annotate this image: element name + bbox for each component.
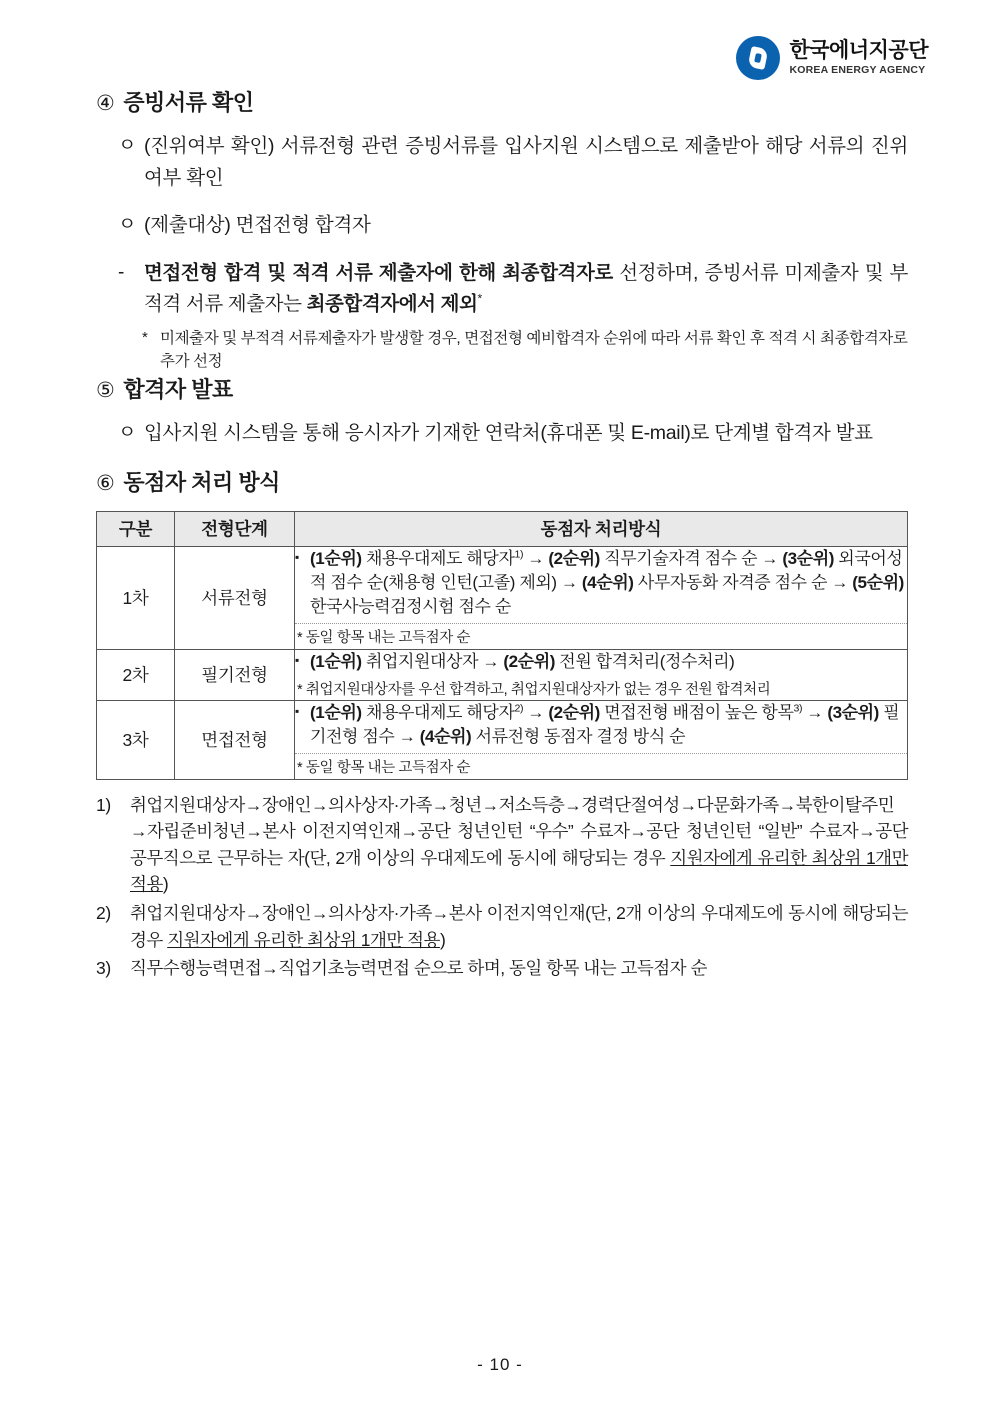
document-content [96,86,908,984]
footnote-number: 1) [96,794,111,815]
section-heading-5 [96,373,908,404]
agency-logo [736,36,928,80]
method-part: 채용우대제도 해당자 [361,703,515,723]
footnote-marker: * [477,291,482,306]
method-line [295,701,907,749]
method-part: → [523,548,549,568]
method-text [310,547,907,619]
method-part: 면접전형 배점이 높은 항목 [599,703,794,723]
energy-agency-mark-icon [736,36,780,80]
footnote-text-pre: 직무수행능력면접→직업기초능력면접 순으로 하며, 동일 항목 내는 고득점자 순 [130,958,707,979]
footnote-text [130,955,908,982]
circle-bullet-icon: ㅇ [118,422,137,444]
table-cell-round: 2차 [97,649,175,700]
logo-text [789,40,928,75]
method-text [310,701,907,749]
list-item-text: (제출대상) 면접전형 합격자 [144,214,371,237]
list-item [96,258,908,321]
rank-label-4: (4순위) [581,573,634,593]
method-part: 채용우대제도 해당자 [361,548,515,568]
list-item [96,210,908,242]
table-header-cell-round: 구분 [97,511,175,546]
section-title-5: 합격자 발표 [123,377,233,403]
emphasis-text-2: 최종합격자에서 제외 [306,293,478,316]
rank-label-3: (3순위) [782,548,834,568]
square-bullet-icon: ▪ [295,652,299,667]
page-number: - 10 - [477,1355,523,1374]
asterisk-icon: * [142,328,148,346]
section-title-6: 동점자 처리 방식 [123,469,280,495]
footnote-text-pre: 취업지원대상자→장애인→의사상자·가족→청년→저소득층→경력단절여성→다문화가족→북한이탈주민→자립준비청년→본사 이전지역인재→공단 청년인턴 “우수” 수료자→공단 청년인턴 “일반” 수료자→공단 공무직으로 근무하는 자(단, 2개 이상의 우대제도에 동시에 해당되는 경우 [130,794,908,868]
rank-label-4: (4순위) [419,727,472,747]
dash-bullet-icon: - [118,261,125,283]
method-part: → [523,703,549,723]
footnote-text-pre: 취업지원대상자→장애인→의사상자·가족→본사 이전지역인재(단, 2개 이상의 우대제도에 동시에 해당되는 경우 [130,902,908,950]
table-cell-note: * 동일 항목 내는 고득점자 순 [295,623,907,648]
footnote-item [96,955,908,982]
list-item-text: 입사지원 시스템을 통해 응시자가 기재한 연락처(휴대폰 및 E-mail)로 단계별 합격자 발표 [144,422,873,445]
method-part: 사무자동화 자격증 점수 순 → [633,573,853,593]
rank-label-1: (1순위) [310,548,362,568]
footnote-text-post: ) [162,874,169,895]
footnote-text [130,900,908,953]
list-item-text [144,258,908,321]
footnote-number: 2) [96,902,111,923]
footnote-note [96,327,908,374]
section-title-4: 증빙서류 확인 [123,90,254,115]
footnote-text [130,792,908,898]
footnote-text-post: ) [439,929,446,950]
rank-label-2: (2순위) [548,703,600,723]
logo-name-en: KOREA ENERGY AGENCY [789,63,926,76]
list-item-text-cont: 선정하며, 증빙서류 미제출자 및 부적격 서류 제출자는 [144,261,908,316]
section-heading-4 [96,86,908,117]
method-part: 취업지원대상자 → [361,651,504,671]
footnote-item [96,900,908,953]
table-header-row [97,511,908,546]
footnote-marker: 2) [514,702,524,715]
footnote-text-underline: 지원자에게 유리한 최상위 1개만 적용 [130,847,908,895]
list-item [96,131,908,194]
footnote-number: 3) [96,958,111,979]
method-line [295,650,907,674]
table-cell-method [295,546,908,649]
table-cell-method [295,649,908,700]
rank-label-2: (2순위) [548,548,600,568]
footnote-item [96,792,908,898]
footnote-text-underline: 지원자에게 유리한 최상위 1개만 적용 [167,929,440,950]
rank-label-3: (3순위) [827,703,879,723]
footnote-note-text: 미제출자 및 부적격 서류제출자가 발생할 경우, 면접전형 예비합격자 순위에 따라 서류 확인 후 적격 시 최종합격자로 추가 선정 [160,329,908,371]
emphasis-text: 면접전형 합격 및 적격 서류 제출자에 한해 최종합격자로 [144,261,620,284]
rank-label-1: (1순위) [310,651,362,671]
tiebreaker-table [96,511,908,780]
square-bullet-icon: ▪ [295,704,299,719]
list-item [96,418,908,450]
table-header-cell-method: 동점자 처리방식 [295,511,908,546]
table-cell-stage: 필기전형 [175,649,295,700]
table-cell-round: 3차 [97,701,175,780]
section-number-6: ⑥ [96,471,115,495]
method-part: 필기전형 점수 → [310,703,900,747]
table-cell-round: 1차 [97,546,175,649]
section-number-4: ④ [96,92,115,115]
logo-name-kr: 한국에너지공단 [789,39,928,63]
method-part: 직무기술자격 점수 순 → [599,548,783,568]
method-part: 전원 합격처리(정수처리) [554,651,735,671]
method-part: 외국어성적 점수 순(채용형 인턴(고졸) 제외) → [310,548,903,593]
rank-label-2: (2순위) [503,651,555,671]
method-part: → [802,703,828,723]
method-part: 한국사능력검정시험 점수 순 [310,597,511,617]
table-header-cell-stage: 전형단계 [175,511,295,546]
method-line [295,547,907,619]
footnotes-list [96,792,908,982]
method-text [310,650,907,674]
table-row [97,649,908,700]
footnote-marker: 1) [514,548,524,561]
rank-label-5: (5순위) [852,573,904,593]
method-part: 서류전형 동점자 결정 방식 순 [471,727,686,747]
section-heading-6 [96,466,908,497]
section-number-5: ⑤ [96,379,115,403]
table-row [97,546,908,649]
rank-label-1: (1순위) [310,703,362,723]
table-row [97,701,908,780]
table-cell-stage: 면접전형 [175,701,295,780]
footnote-marker: 3) [793,702,803,715]
table-cell-stage: 서류전형 [175,546,295,649]
table-cell-note: * 취업지원대상자를 우선 합격하고, 취업지원대상자가 없는 경우 전원 합격처리 [297,681,771,698]
square-bullet-icon: ▪ [295,549,299,564]
circle-bullet-icon: ㅇ [118,214,137,236]
list-item-text: (진위여부 확인) 서류전형 관련 증빙서류를 입사지원 시스템으로 제출받아 해당 서류의 진위여부 확인 [144,135,908,189]
table-cell-method [295,701,908,780]
table-cell-note: * 동일 항목 내는 고득점자 순 [295,753,907,778]
circle-bullet-icon: ㅇ [118,135,137,156]
